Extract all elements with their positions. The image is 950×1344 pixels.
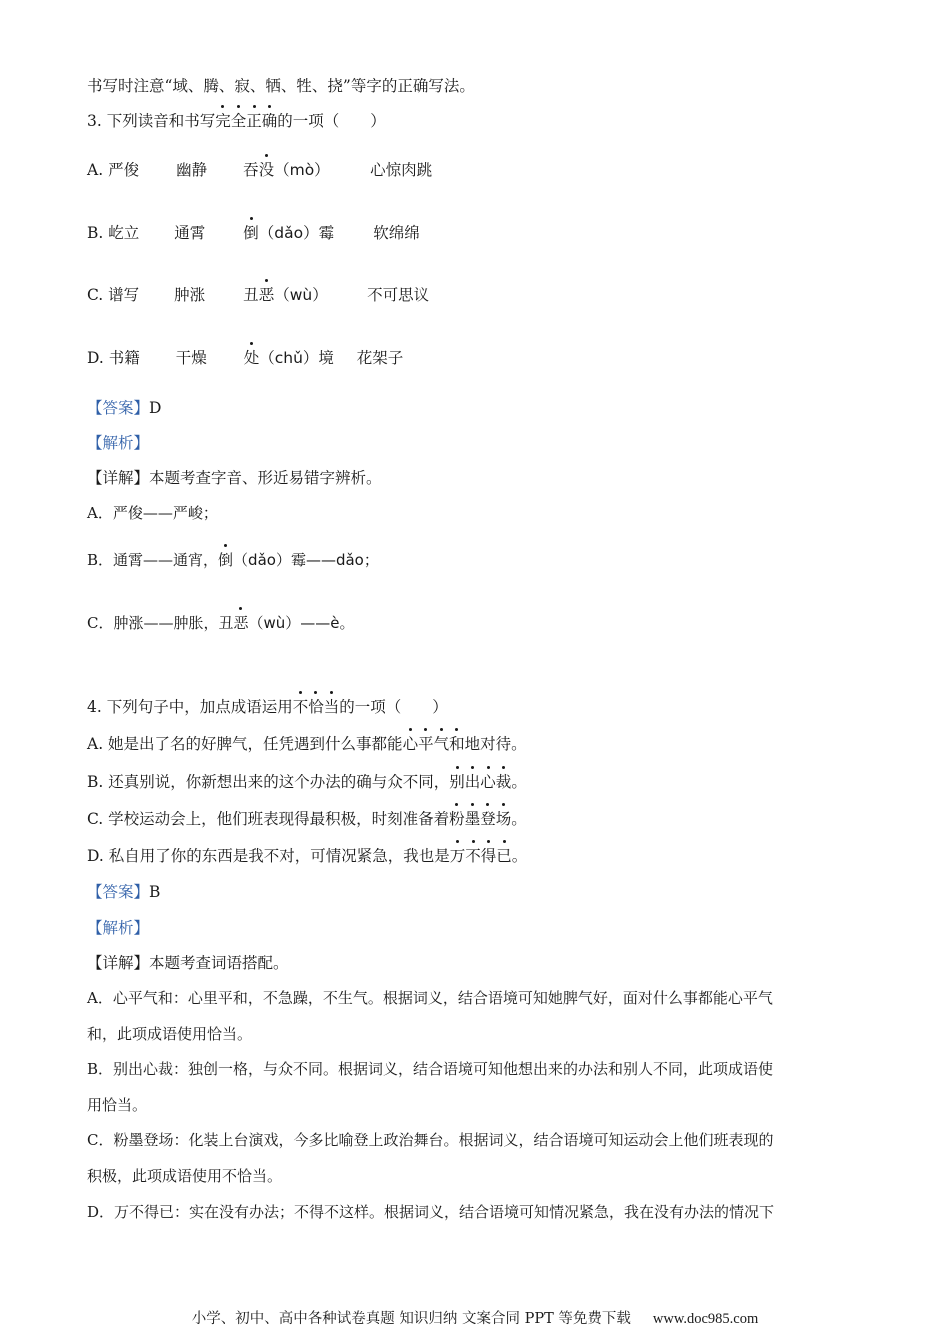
dotted-char: 倒 (218, 551, 234, 569)
q3-expl-c: C．肿涨——肿胀，丑恶（wù）——è。 (87, 614, 355, 632)
q4-stem: 4. 下列句子中，加点成语运用不恰当的一项（ ） (87, 698, 448, 716)
intro-text: 书写时注意“域、腾、寂、牺、牲、挠”等字的正确写法。 (87, 77, 475, 95)
q4-option-d: D. 私自用了你的东西是我不对，可情况紧急，我也是万不得已。 (87, 847, 528, 865)
footer-url[interactable]: www.doc985.com (652, 1311, 759, 1327)
answer-tag: 【答案】 (87, 883, 150, 901)
q4-detail: 【详解】本题考查词语搭配。 (87, 954, 289, 972)
q4-analysis-tag: 【解析】 (87, 919, 150, 937)
q4-answer: 【答案】B (87, 883, 161, 901)
page-footer (0, 1307, 950, 1328)
q3-answer: 【答案】D (87, 399, 162, 417)
q4-expl-c-1: C．粉墨登场：化装上台演戏，今多比喻登上政治舞台。根据词义，结合语境可知运动会上他们班表现的 (87, 1131, 774, 1149)
dotted-char: 确 (261, 112, 278, 130)
dotted-char: 全 (230, 112, 247, 130)
dotted-char: 倒 (243, 224, 259, 242)
q4-option-a: A. 她是出了名的好脾气，任凭遇到什么事都能心平气和地对待。 (87, 735, 527, 753)
dotted-char: 处 (243, 349, 260, 367)
q3-analysis-tag: 【解析】 (87, 434, 150, 452)
dotted-char: 不 (292, 698, 309, 716)
q3-stem: 3. 下列读音和书写完全正确的一项（ ） (87, 112, 386, 130)
q4-expl-a-1: A．心平气和：心里平和，不急躁，不生气。根据词义，结合语境可知她脾气好，面对什么事都能心平气 (87, 989, 773, 1007)
q3-expl-a: A．严俊——严峻； (87, 504, 218, 522)
q4-option-c: C. 学校运动会上，他们班表现得最积极，时刻准备着粉墨登场。 (87, 810, 527, 828)
dotted-char: 没 (258, 161, 275, 179)
dotted-char: 当 (323, 698, 340, 716)
q4-expl-d-1: D．万不得已：实在没有办法；不得不这样。根据词义，结合语境可知情况紧急，我在没有办法的情况下 (87, 1203, 775, 1221)
dotted-char: 恰 (308, 698, 324, 716)
dotted-char: 恶 (258, 286, 275, 304)
q4-expl-a-2: 和，此项成语使用恰当。 (87, 1025, 253, 1043)
footer-text: 小学、初中、高中各种试卷真题 知识归纳 文案合同 PPT 等免费下载 (191, 1311, 631, 1327)
answer-tag: 【答案】 (87, 399, 150, 417)
q3-option-d: D. 书籍 干燥 处（chǔ）境 花架子 (87, 349, 404, 367)
q3-option-b: B. 屹立 通霄 倒（dǎo）霉 软绵绵 (87, 224, 420, 242)
q4-expl-b-2: 用恰当。 (87, 1096, 148, 1114)
dotted-char: 恶 (233, 614, 249, 632)
q3-detail: 【详解】本题考查字音、形近易错字辨析。 (87, 469, 382, 487)
q4-option-b: B. 还真别说，你新想出来的这个办法的确与众不同，别出心裁。 (87, 773, 527, 791)
dotted-char: 完 (215, 112, 231, 130)
q3-option-c: C. 谱写 肿涨 丑恶（wù） 不可思议 (87, 286, 430, 304)
q3-option-a: A. 严俊 幽静 吞没（mò） 心惊肉跳 (87, 161, 433, 179)
q3-expl-b: B．通霄——通宵，倒（dǎo）霉——dǎo； (87, 551, 379, 569)
q4-expl-c-2: 积极，此项成语使用不恰当。 (87, 1167, 283, 1185)
q4-expl-b-1: B．别出心裁：独创一格，与众不同。根据词义，结合语境可知他想出来的办法和别人不同，此项成语使 (87, 1060, 774, 1078)
dotted-char: 正 (246, 112, 262, 130)
